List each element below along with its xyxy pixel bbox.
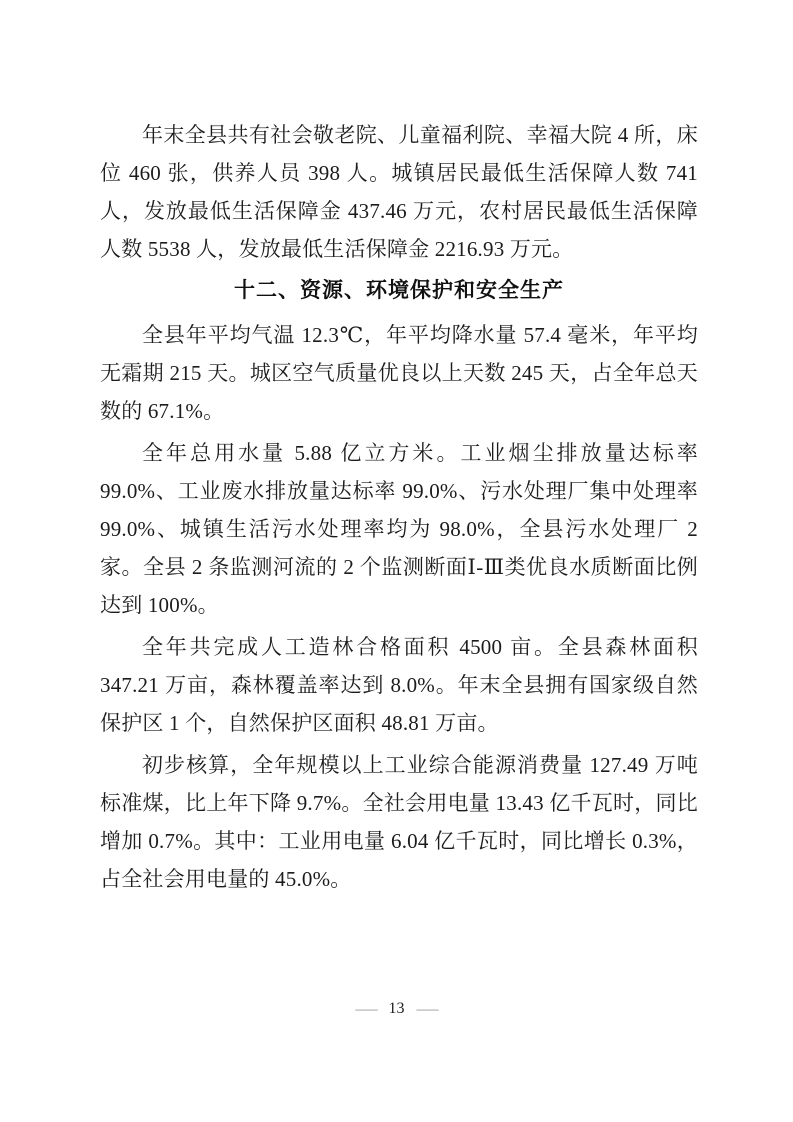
paragraph-energy-electricity: 初步核算，全年规模以上工业综合能源消费量 127.49 万吨标准煤，比上年下降 9.7%。全社会用电量 13.43 亿千瓦时，同比增加 0.7%。其中：工业用电量 6.04 亿千瓦时，同比增长 0.3%，占全社会用电量的 45.0%。 [100, 753, 698, 891]
paragraph-social-welfare: 年末全县共有社会敬老院、儿童福利院、幸福大院 4 所，床位 460 张，供养人员 398 人。城镇居民最低生活保障人数 741 人，发放最低生活保障金 437.46 万元，农村居民最低生活保障人数 5538 人，发放最低生活保障金 2216.93 万元。 [100, 123, 698, 261]
page-number: 13 [388, 1000, 405, 1017]
paragraph-climate-air-quality: 全县年平均气温 12.3℃，年平均降水量 57.4 毫米，年平均无霜期 215 天。城区空气质量优良以上天数 245 天，占全年总天数的 67.1%。 [100, 323, 698, 423]
paragraph-forest-nature-reserve: 全年共完成人工造林合格面积 4500 亩。全县森林面积 347.21 万亩，森林覆盖率达到 8.0%。年末全县拥有国家级自然保护区 1 个，自然保护区面积 48.81 万亩。 [100, 635, 698, 735]
section-heading-resources-environment-safety: 十二、资源、环境保护和安全生产 [234, 279, 564, 302]
page-number-dash-left: — [354, 999, 378, 1018]
paragraph-water-use-emissions: 全年总用水量 5.88 亿立方米。工业烟尘排放量达标率 99.0%、工业废水排放量达标率 99.0%、污水处理厂集中处理率 99.0%、城镇生活污水处理率均为 98.0%，全县污水处理厂 2 家。全县 2 条监测河流的 2 个监测断面Ⅰ-Ⅲ类优良水质断面比例达到 100%。 [100, 441, 698, 617]
page-number-dash-right: — [415, 999, 439, 1018]
page-footer [0, 998, 793, 1020]
